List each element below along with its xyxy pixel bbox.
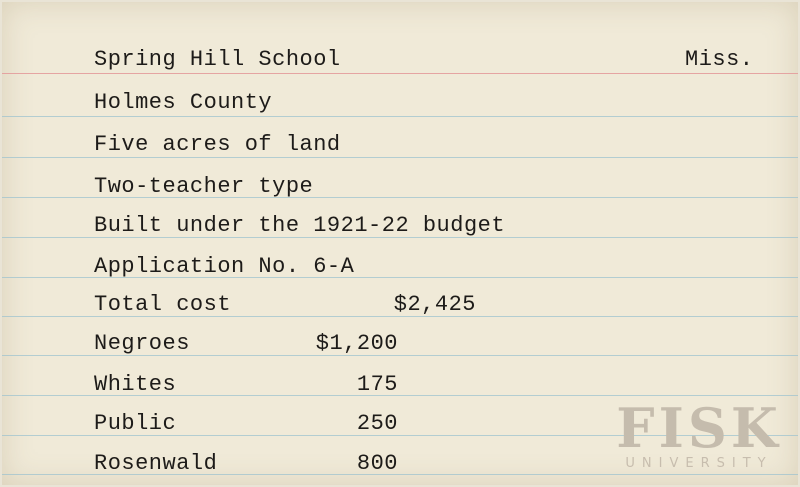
fisk-university-watermark [604,396,794,480]
budget-line: Built under the 1921-22 budget [94,213,506,238]
contribution-value: 250 [356,411,398,436]
ruled-line [2,116,798,117]
school-name: Spring Hill School [94,47,341,72]
county-line: Holmes County [94,90,273,115]
contribution-label: Rosenwald [94,451,218,476]
type-line: Two-teacher type [94,174,314,199]
total-cost-label: Total cost [94,292,232,317]
application-line: Application No. 6-A [94,254,355,279]
ruled-line [2,157,798,158]
state-label: Miss. [685,47,754,72]
contribution-label: Negroes [94,331,190,356]
contribution-value: 175 [356,372,398,397]
contribution-label: Whites [94,372,177,397]
contribution-value: $1,200 [315,331,398,356]
watermark-subtitle: UNIVERSITY [625,456,773,471]
contribution-value: 800 [356,451,398,476]
land-line: Five acres of land [94,132,341,157]
contribution-label: Public [94,411,177,436]
header-rule [2,73,798,74]
total-cost-value: $2,425 [393,292,476,317]
index-card [2,2,798,485]
watermark-word: FISK [616,396,782,460]
